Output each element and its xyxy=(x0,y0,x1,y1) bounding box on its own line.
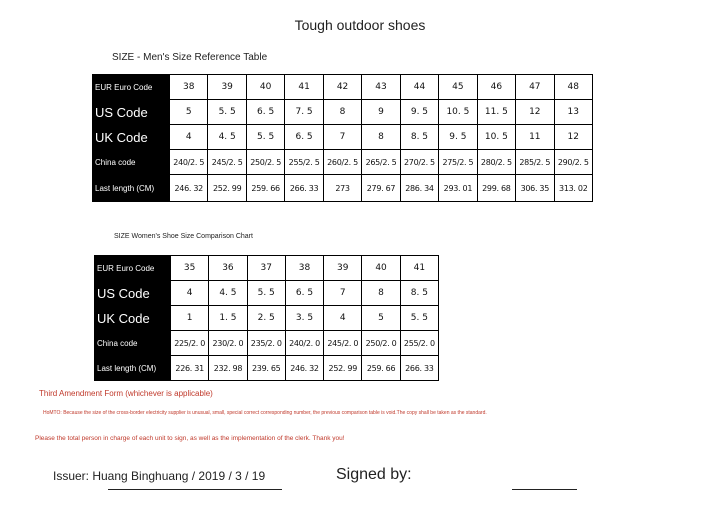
table-cell: 266. 33 xyxy=(285,175,323,202)
table-cell: 41 xyxy=(285,75,323,100)
table-cell: 270/2. 5 xyxy=(400,150,438,175)
table-cell: 7 xyxy=(324,281,362,306)
table-cell: 45 xyxy=(439,75,477,100)
table-cell: 279. 67 xyxy=(362,175,400,202)
table-row xyxy=(93,175,593,202)
table-cell: 5. 5 xyxy=(208,100,246,125)
table-row xyxy=(93,75,593,100)
table-cell: 46 xyxy=(477,75,515,100)
table-cell: 240/2. 0 xyxy=(285,331,323,356)
table-cell: 35 xyxy=(171,256,209,281)
table-cell: 286. 34 xyxy=(400,175,438,202)
table-cell: 13 xyxy=(554,100,592,125)
table-cell: 11. 5 xyxy=(477,100,515,125)
table-row xyxy=(93,150,593,175)
table-cell: 246. 32 xyxy=(285,356,323,381)
table-cell: 5. 5 xyxy=(246,125,284,150)
row-header: EUR Euro Code xyxy=(93,75,170,100)
table-cell: 6. 5 xyxy=(285,281,323,306)
table-cell: 12 xyxy=(516,100,554,125)
table-cell: 8. 5 xyxy=(400,281,438,306)
row-header: UK Code xyxy=(93,125,170,150)
table-cell: 9. 5 xyxy=(400,100,438,125)
signature-line xyxy=(512,489,577,490)
table-cell: 252. 99 xyxy=(208,175,246,202)
table-cell: 40 xyxy=(246,75,284,100)
table-cell: 306. 35 xyxy=(516,175,554,202)
table-cell: 38 xyxy=(170,75,208,100)
table-cell: 5 xyxy=(362,306,400,331)
table-cell: 239. 65 xyxy=(247,356,285,381)
row-header: US Code xyxy=(93,100,170,125)
table-cell: 280/2. 5 xyxy=(477,150,515,175)
table-cell: 5. 5 xyxy=(400,306,438,331)
table-cell: 7. 5 xyxy=(285,100,323,125)
amendment-note: HoMTO: Because the size of the cross-border electricity supplier is unusual, small, special correct corresponding number, the previous comparison table is void.The copy shall be taken as the standard. xyxy=(43,410,487,416)
women-table-caption: SIZE Women's Shoe Size Comparison Chart xyxy=(114,233,253,240)
table-cell: 1 xyxy=(171,306,209,331)
table-cell: 252. 99 xyxy=(324,356,362,381)
page-title: Tough outdoor shoes xyxy=(294,17,426,33)
amendment-title: Third Amendment Form (whichever is applicable) xyxy=(39,389,213,398)
table-cell: 6. 5 xyxy=(285,125,323,150)
table-cell: 8 xyxy=(362,125,400,150)
issuer-text: Issuer: Huang Binghuang / 2019 / 3 / 19 xyxy=(53,469,266,483)
table-cell: 39 xyxy=(324,256,362,281)
table-cell: 290/2. 5 xyxy=(554,150,592,175)
table-cell: 245/2. 5 xyxy=(208,150,246,175)
table-cell: 259. 66 xyxy=(246,175,284,202)
table-cell: 232. 98 xyxy=(209,356,247,381)
row-header: Last length (CM) xyxy=(95,356,171,381)
table-cell: 4 xyxy=(324,306,362,331)
table-cell: 250/2. 5 xyxy=(246,150,284,175)
table-cell: 240/2. 5 xyxy=(170,150,208,175)
table-cell: 9 xyxy=(362,100,400,125)
table-row xyxy=(93,100,593,125)
table-cell: 299. 68 xyxy=(477,175,515,202)
table-cell: 285/2. 5 xyxy=(516,150,554,175)
table-cell: 4 xyxy=(171,281,209,306)
women-size-table xyxy=(94,255,439,381)
table-cell: 4. 5 xyxy=(209,281,247,306)
table-cell: 273 xyxy=(323,175,361,202)
issuer-underline xyxy=(108,489,282,490)
table-cell: 47 xyxy=(516,75,554,100)
table-cell: 5 xyxy=(170,100,208,125)
row-header: China code xyxy=(93,150,170,175)
table-cell: 41 xyxy=(400,256,438,281)
table-cell: 7 xyxy=(323,125,361,150)
table-cell: 12 xyxy=(554,125,592,150)
table-cell: 37 xyxy=(247,256,285,281)
table-cell: 293. 01 xyxy=(439,175,477,202)
table-cell: 40 xyxy=(362,256,400,281)
table-cell: 36 xyxy=(209,256,247,281)
table-cell: 246. 32 xyxy=(170,175,208,202)
row-header: China code xyxy=(95,331,171,356)
row-header: UK Code xyxy=(95,306,171,331)
table-cell: 9. 5 xyxy=(439,125,477,150)
table-cell: 1. 5 xyxy=(209,306,247,331)
table-row xyxy=(95,356,439,381)
table-cell: 6. 5 xyxy=(246,100,284,125)
table-cell: 313. 02 xyxy=(554,175,592,202)
table-cell: 250/2. 0 xyxy=(362,331,400,356)
table-cell: 225/2. 0 xyxy=(171,331,209,356)
table-cell: 255/2. 5 xyxy=(285,150,323,175)
amendment-instruction: Please the total person in charge of each unit to sign, as well as the implementation of the clerk. Thank you! xyxy=(35,435,345,442)
table-row xyxy=(95,306,439,331)
table-cell: 245/2. 0 xyxy=(324,331,362,356)
table-cell: 8 xyxy=(323,100,361,125)
table-cell: 10. 5 xyxy=(477,125,515,150)
table-cell: 5. 5 xyxy=(247,281,285,306)
table-row xyxy=(95,281,439,306)
table-cell: 44 xyxy=(400,75,438,100)
table-cell: 38 xyxy=(285,256,323,281)
table-cell: 10. 5 xyxy=(439,100,477,125)
table-cell: 4. 5 xyxy=(208,125,246,150)
table-cell: 8 xyxy=(362,281,400,306)
table-cell: 259. 66 xyxy=(362,356,400,381)
table-cell: 8. 5 xyxy=(400,125,438,150)
table-cell: 48 xyxy=(554,75,592,100)
table-cell: 39 xyxy=(208,75,246,100)
men-size-table xyxy=(92,74,593,202)
table-cell: 266. 33 xyxy=(400,356,438,381)
signed-by-label: Signed by: xyxy=(336,466,412,483)
table-cell: 255/2. 0 xyxy=(400,331,438,356)
table-cell: 226. 31 xyxy=(171,356,209,381)
table-cell: 43 xyxy=(362,75,400,100)
table-cell: 230/2. 0 xyxy=(209,331,247,356)
table-cell: 2. 5 xyxy=(247,306,285,331)
table-cell: 42 xyxy=(323,75,361,100)
table-cell: 3. 5 xyxy=(285,306,323,331)
table-cell: 11 xyxy=(516,125,554,150)
row-header: US Code xyxy=(95,281,171,306)
row-header: EUR Euro Code xyxy=(95,256,171,281)
table-cell: 265/2. 5 xyxy=(362,150,400,175)
table-row xyxy=(95,331,439,356)
row-header: Last length (CM) xyxy=(93,175,170,202)
table-cell: 235/2. 0 xyxy=(247,331,285,356)
men-table-caption: SIZE - Men's Size Reference Table xyxy=(112,52,268,63)
table-cell: 275/2. 5 xyxy=(439,150,477,175)
table-row xyxy=(93,125,593,150)
table-cell: 4 xyxy=(170,125,208,150)
table-row xyxy=(95,256,439,281)
table-cell: 260/2. 5 xyxy=(323,150,361,175)
